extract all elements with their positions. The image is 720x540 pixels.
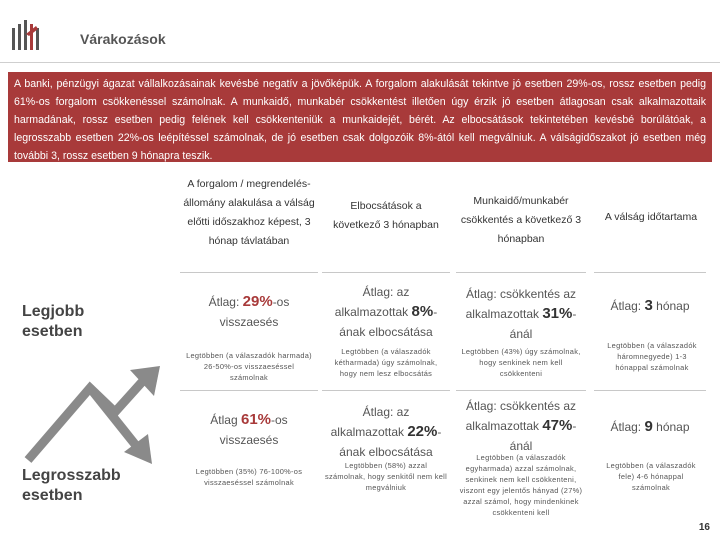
company-logo	[12, 20, 46, 52]
worst-forgalom-note: Legtöbben (35%) 76-100%-os visszaeséssel számolnak	[195, 467, 303, 487]
best-munkaido-average: Átlag: csökkentés az alkalmazottak 31%- ánál	[465, 287, 577, 341]
page-title: Várakozások	[80, 31, 166, 47]
header-divider	[456, 272, 586, 273]
best-elbocsatas-note: Legtöbben (a válaszadók kétharmada) úgy számolnak, hogy nem lesz elbocsátás	[334, 347, 438, 378]
row-divider	[322, 390, 450, 391]
worst-valsag-note: Legtöbben (a válaszadók fele) 4-6 hónappal számolnak	[606, 461, 696, 492]
best-valsag-note: Legtöbben (a válaszadók háromnegyede) 1-3 hónappal számolnak	[607, 341, 697, 372]
best-forgalom-value: 29%	[242, 293, 273, 310]
intro-text: A banki, pénzügyi ágazat vállalkozásainak kevésbé negatív a jövőképük. A forgalom alakulását tekintve jó esetben 29%-os, rossz esetben pedig 61%-os forgalom csökkenéssel számolnak. A munkaidő, munkabér csökkentést illetően úgy érzik jó esetben átlagosan csak alkalmazottaik harmadának, rossz esetben pedig felének kell csökkenteniük a munkaidejét, bérét. Az elbocsátások tekintetében kevésbé borúlátóak, a legrosszabb esetben 22%-os leépítéssel számolnak, de jó esetben csak dolgozóik 8%-ától kell megválniuk. A válságidőszakot jó esetben még további 3, rossz esetben 9 hónapra teszik.	[8, 72, 712, 162]
best-valsag-value: 3	[644, 297, 653, 314]
worst-elbocsatas-average: Átlag: az alkalmazottak 22%- ának elbocsátása	[330, 405, 442, 459]
row-label-best: Legjobb esetben	[22, 303, 85, 340]
header-elbocsatas: Elbocsátások a következő 3 hónapban	[333, 200, 439, 231]
title-divider	[0, 62, 720, 63]
worst-valsag-value: 9	[644, 418, 653, 435]
row-divider	[594, 390, 706, 391]
best-elbocsatas-value: 8%	[411, 303, 434, 320]
worst-forgalom-average: Átlag 61%-os visszaesés	[210, 411, 288, 447]
best-munkaido-value: 31%	[542, 305, 573, 322]
best-valsag-average: Átlag: 3 hónap	[610, 297, 690, 314]
header-munkaido: Munkaidő/munkabér csökkentés a következő 3 hónapban	[460, 195, 582, 245]
worst-forgalom-value: 61%	[240, 411, 272, 428]
header-divider	[594, 272, 706, 273]
best-forgalom-note: Legtöbben (a válaszadók harmada) 26-50%-os visszaeséssel számolnak	[186, 351, 312, 382]
header-divider	[180, 272, 318, 273]
header-forgalom: A forgalom / megrendelés-állomány alakulása a válság előtti időszakhoz képest, 3 hónap távlatában	[183, 178, 315, 247]
best-munkaido-note: Legtöbben (43%) úgy számolnak, hogy senkinek nem kell csökkenteni	[461, 347, 581, 378]
row-divider	[180, 390, 318, 391]
header-divider	[322, 272, 450, 273]
worst-munkaido-average: Átlag: csökkentés az alkalmazottak 47%- ánál	[465, 399, 577, 453]
header-valsag: A válság időtartama	[604, 211, 698, 223]
trend-arrows-icon	[20, 348, 170, 468]
row-divider	[456, 390, 586, 391]
worst-valsag-average: Átlag: 9 hónap	[610, 418, 690, 435]
row-label-worst: Legrosszabb esetben	[22, 467, 121, 504]
worst-elbocsatas-note: Legtöbben (58%) azzal számolnak, hogy senkitől nem kell megválniuk	[324, 461, 448, 492]
worst-elbocsatas-value: 22%	[407, 423, 438, 440]
worst-munkaido-value: 47%	[542, 417, 573, 434]
best-forgalom-average: Átlag: 29%-os visszaesés	[208, 293, 290, 329]
best-elbocsatas-average: Átlag: az alkalmazottak 8%- ának elbocsátása	[334, 285, 438, 339]
worst-munkaido-note: Legtöbben (a válaszadók egyharmada) azzal számolnak, senkinek nem kell csökkenteni, viszont egy jelentős hányad (27%) azzal számol, hogy mindenkinek csökkenteni kell	[459, 453, 583, 517]
page-number: 16	[698, 522, 710, 533]
